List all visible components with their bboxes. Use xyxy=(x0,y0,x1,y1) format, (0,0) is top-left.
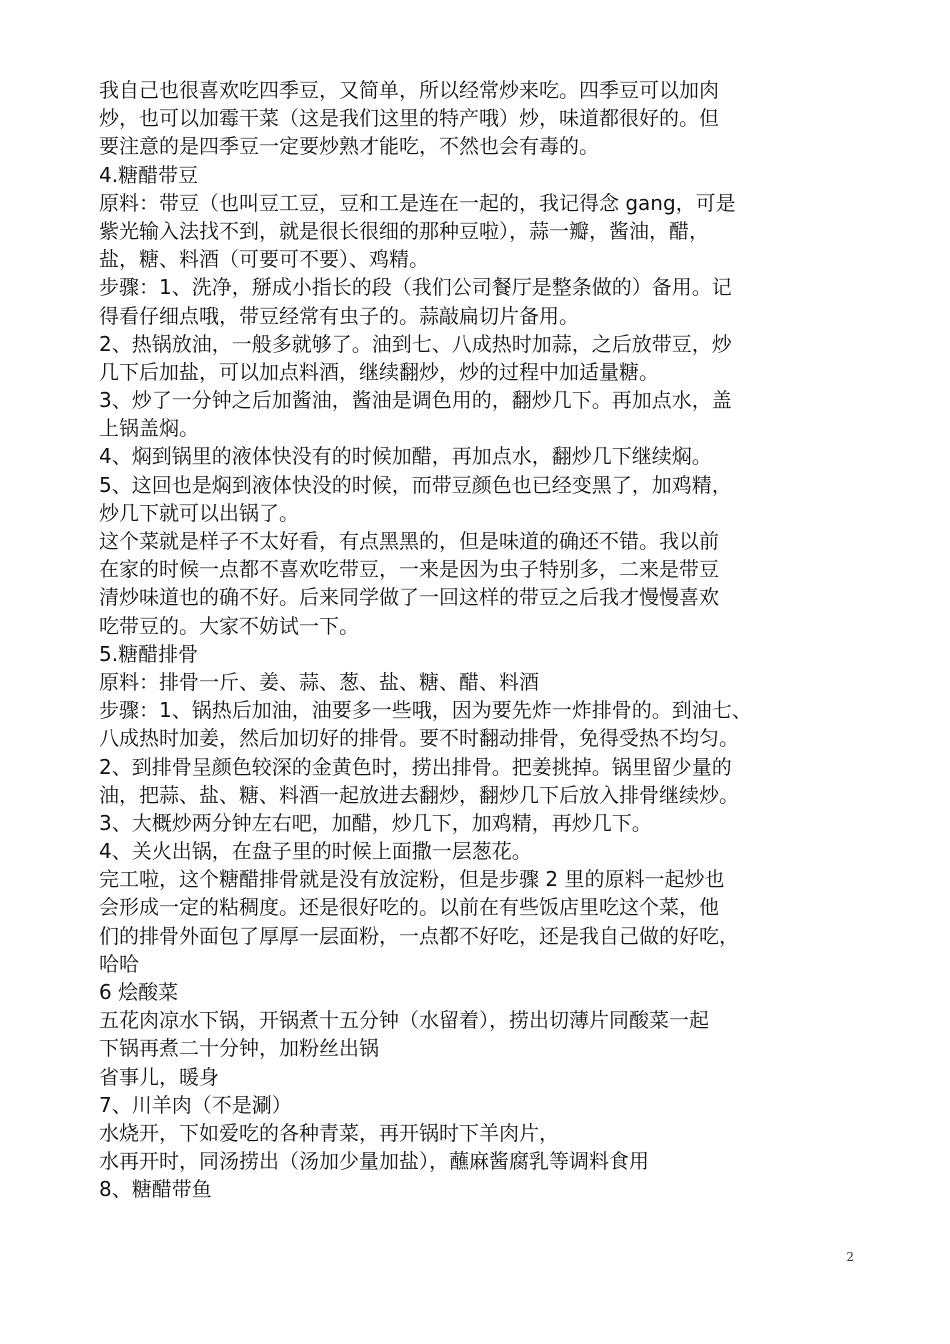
text-line: 完工啦，这个糖醋排骨就是没有放淀粉，但是步骤 2 里的原料一起炒也 xyxy=(99,867,725,892)
text-line: 会形成一定的粘稠度。还是很好吃的。以前在有些饭店里吃这个菜，他 xyxy=(99,895,719,920)
text-line: 我自己也很喜欢吃四季豆，又简单，所以经常炒来吃。四季豆可以加肉 xyxy=(99,78,719,102)
text-line: 要注意的是四季豆一定要炒熟才能吃，不然也会有毒的。 xyxy=(99,134,599,159)
document-body xyxy=(99,76,869,1204)
text-line: 五花肉凉水下锅，开锅煮十五分钟（水留着），捞出切薄片同酸菜一起 xyxy=(99,1008,709,1033)
text-line: 6 烩酸菜 xyxy=(99,980,179,1004)
text-line: 步骤：1、洗净，掰成小指长的段（我们公司餐厅是整条做的）备用。记 xyxy=(99,275,732,300)
text-line: 步骤：1、锅热后加油，油要多一些哦，因为要先炸一炸排骨的。到油七、 xyxy=(99,698,752,723)
text-line: 得看仔细点哦，带豆经常有虫子的。蒜敲扁切片备用。 xyxy=(99,303,579,328)
text-line: 原料：排骨一斤、姜、蒜、葱、盐、糖、醋、料酒 xyxy=(99,669,539,694)
text-line: 2、到排骨呈颜色较深的金黄色时，捞出排骨。把姜挑掉。锅里留少量的 xyxy=(99,754,732,779)
text-line: 紫光输入法找不到，就是很长很细的那种豆啦），蒜一瓣，酱油，醋， xyxy=(99,218,709,243)
text-line: 5、这回也是焖到液体快没的时候，而带豆颜色也已经变黑了，加鸡精， xyxy=(99,472,732,497)
text-line: 3、大概炒两分钟左右吧，加醋，炒几下，加鸡精，再炒几下。 xyxy=(99,810,652,835)
text-line: 盐，糖、料酒（可要可不要）、鸡精。 xyxy=(99,247,429,272)
text-line: 炒，也可以加霉干菜（这是我们这里的特产哦）炒，味道都很好的。但 xyxy=(99,106,719,131)
text-line: 油，把蒜、盐、糖、料酒一起放进去翻炒，翻炒几下后放入排骨继续炒。 xyxy=(99,782,739,807)
text-line: 3、炒了一分钟之后加酱油，酱油是调色用的，翻炒几下。再加点水，盖 xyxy=(99,388,732,413)
text-line: 哈哈 xyxy=(99,951,139,976)
text-line: 原料：带豆（也叫豆工豆，豆和工是连在一起的，我记得念 gang，可是 xyxy=(99,190,736,215)
text-line: 炒几下就可以出锅了。 xyxy=(99,500,299,525)
text-line: 水再开时，同汤捞出（汤加少量加盐），蘸麻酱腐乳等调料食用 xyxy=(99,1149,649,1174)
text-line: 7、川羊肉（不是涮） xyxy=(99,1092,292,1117)
text-line: 5.糖醋排骨 xyxy=(99,641,199,666)
text-line: 这个菜就是样子不太好看，有点黑黑的，但是味道的确还不错。我以前 xyxy=(99,529,719,553)
text-line: 4、焖到锅里的液体快没有的时候加醋，再加点水，翻炒几下继续焖。 xyxy=(99,444,712,469)
text-line: 几下后加盐，可以加点料酒，继续翻炒，炒的过程中加适量糖。 xyxy=(99,359,659,384)
text-line: 4、关火出锅，在盘子里的时候上面撒一层葱花。 xyxy=(99,839,532,864)
text-line: 8、糖醋带鱼 xyxy=(99,1177,212,1202)
text-line: 们的排骨外面包了厚厚一层面粉，一点都不好吃，还是我自己做的好吃， xyxy=(99,923,739,948)
text-line: 下锅再煮二十分钟，加粉丝出锅 xyxy=(99,1036,379,1061)
text-line: 吃带豆的。大家不妨试一下。 xyxy=(99,613,359,638)
text-line: 4.糖醋带豆 xyxy=(99,162,199,187)
text-line: 上锅盖焖。 xyxy=(99,416,199,441)
text-line: 省事儿，暖身 xyxy=(99,1064,219,1089)
text-line: 水烧开，下如爱吃的各种青菜，再开锅时下羊肉片， xyxy=(99,1120,559,1145)
text-line: 清炒味道也的确不好。后来同学做了一回这样的带豆之后我才慢慢喜欢 xyxy=(99,585,719,610)
text-line: 在家的时候一点都不喜欢吃带豆，一来是因为虫子特别多，二来是带豆 xyxy=(99,557,719,582)
text-line: 2、热锅放油，一般多就够了。油到七、八成热时加蒜，之后放带豆，炒 xyxy=(99,331,732,356)
text-line: 八成热时加姜，然后加切好的排骨。要不时翻动排骨，免得受热不均匀。 xyxy=(99,726,739,751)
page-number: 2 xyxy=(846,1250,854,1264)
